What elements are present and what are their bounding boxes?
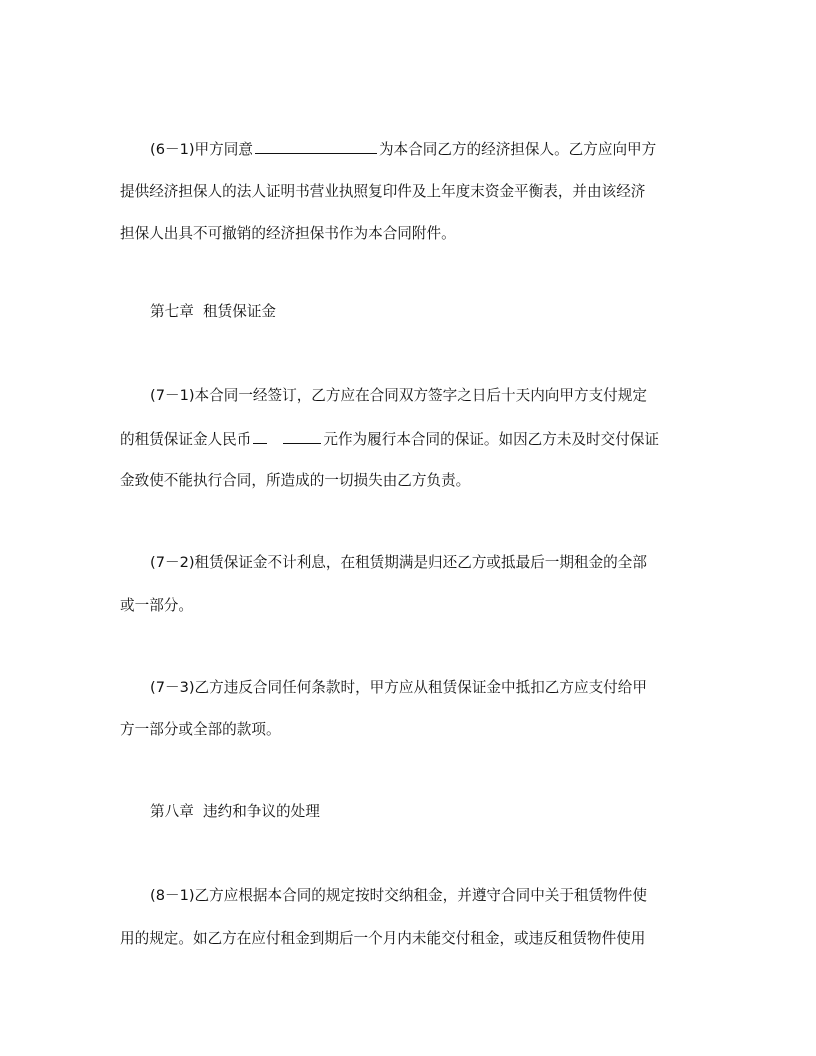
guarantor-blank	[255, 139, 377, 154]
clause-7-1-line-3: 金致使不能执行合同，所造成的一切损失由乙方负责。	[120, 472, 471, 489]
clause-6-1-text-a: (6－1)甲方同意	[150, 141, 253, 158]
clause-7-1-line-2	[120, 429, 659, 450]
clause-6-1-line-3: 担保人出具不可撤销的经济担保书作为本合同附件。	[120, 225, 456, 242]
deposit-blank-1	[253, 429, 267, 444]
clause-6-1-text-b: 为本合同乙方的经济担保人。乙方应向甲方	[378, 141, 657, 158]
chapter-7-heading: 第七章 租赁保证金	[150, 303, 277, 320]
clause-8-1-line-2: 用的规定。如乙方在应付租金到期后一个月内未能交付租金，或违反租赁物件使用	[120, 930, 646, 947]
clause-6-1-line-2: 提供经济担保人的法人证明书营业执照复印件及上年度末资金平衡表，并由该经济	[120, 183, 646, 200]
chapter-8-heading: 第八章 违约和争议的处理	[150, 803, 320, 820]
clause-7-1-text-a: 的租赁保证金人民币	[120, 431, 252, 448]
clause-8-1-line-1: (8－1)乙方应根据本合同的规定按时交纳租金，并遵守合同中关于租赁物件使	[150, 887, 647, 904]
clause-7-2-line-2: 或一部分。	[120, 597, 193, 614]
clause-7-1-text-b: 元作为履行本合同的保证。如因乙方未及时交付保证	[323, 431, 660, 448]
deposit-blank-2	[283, 429, 321, 444]
clause-6-1-line-1	[150, 139, 656, 160]
clause-7-2-line-1: (7－2)租赁保证金不计利息，在租赁期满是归还乙方或抵最后一期租金的全部	[150, 554, 647, 571]
clause-7-1-line-1: (7－1)本合同一经签订，乙方应在合同双方签字之日后十天内向甲方支付规定	[150, 387, 647, 404]
clause-7-3-line-1: (7－3)乙方违反合同任何条款时，甲方应从租赁保证金中抵扣乙方应支付给甲	[150, 679, 647, 696]
clause-7-3-line-2: 方一部分或全部的款项。	[120, 721, 281, 738]
